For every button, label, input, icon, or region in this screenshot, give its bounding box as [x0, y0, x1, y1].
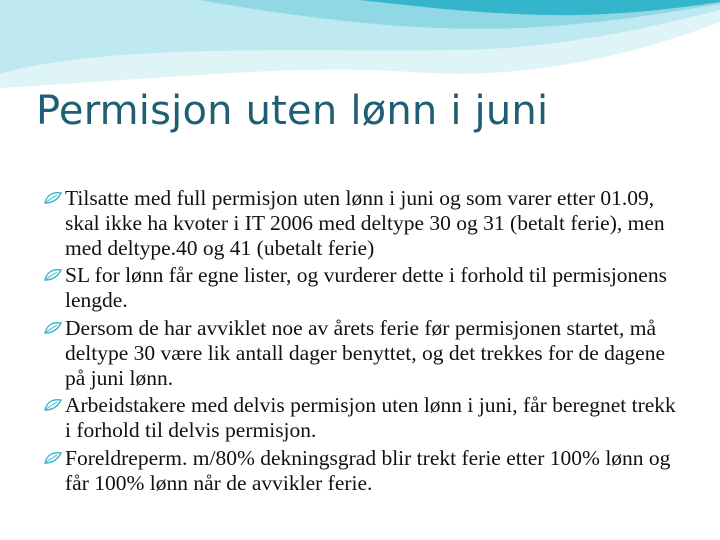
- bullet-item: [44, 446, 684, 496]
- bullet-list: [44, 186, 684, 499]
- leaf-bullet-icon: [44, 398, 62, 412]
- bullet-text: Foreldreperm. m/80% dekningsgrad blir trekt ferie etter 100% lønn og får 100% lønn når de avvikler ferie.: [65, 445, 671, 495]
- bullet-item: [44, 316, 684, 390]
- slide-title: Permisjon uten lønn i juni: [36, 88, 549, 134]
- leaf-bullet-icon: [44, 191, 62, 205]
- bullet-text: Arbeidstakere med delvis permisjon uten lønn i juni, får beregnet trekk i forhold til delvis permisjon.: [65, 393, 676, 443]
- leaf-bullet-icon: [44, 321, 62, 335]
- bullet-text: Tilsatte med full permisjon uten lønn i juni og som varer etter 01.09, skal ikke ha kvoter i IT 2006 med deltype 30 og 31 (betalt ferie), men med deltype.40 og 41 (ubetalt ferie): [65, 186, 665, 260]
- bullet-text: SL for lønn får egne lister, og vurderer dette i forhold til permisjonens lengde.: [65, 263, 667, 313]
- bullet-text: Dersom de har avviklet noe av årets ferie før permisjonen startet, må deltype 30 være lik antall dager benyttet, og det trekkes for de dagene på juni lønn.: [65, 315, 665, 390]
- bullet-item: [44, 263, 684, 313]
- leaf-bullet-icon: [44, 451, 62, 465]
- bullet-item: [44, 186, 684, 260]
- leaf-bullet-icon: [44, 268, 62, 282]
- bullet-item: [44, 393, 684, 443]
